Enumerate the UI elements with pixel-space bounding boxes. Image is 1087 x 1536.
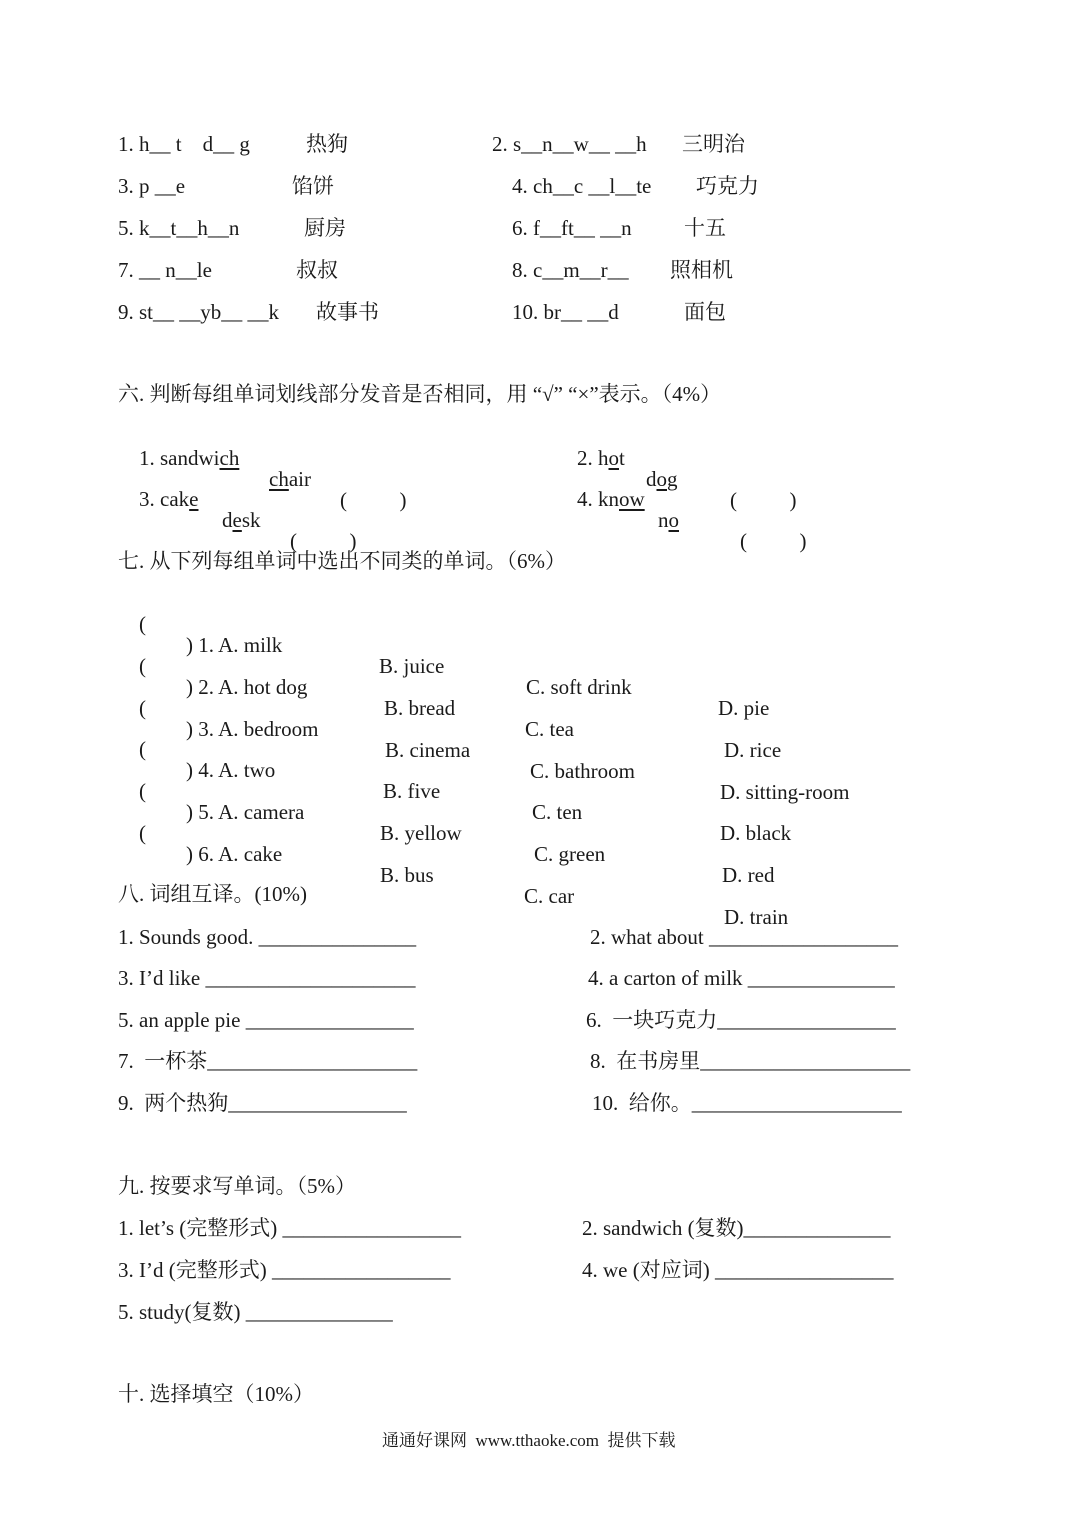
answer-blank[interactable]: ( ): [340, 488, 407, 512]
choice-row-2: ( ) 2. A. hot dog B. bread C. tea D. rice: [139, 654, 782, 762]
translation-item-7: 7. 一杯茶____________________: [118, 1049, 418, 1073]
answer-blank[interactable]: ( ): [740, 529, 807, 553]
section-6-title: 六. 判断每组单词划线部分发音是否相同，用 “√” “×”表示。（4%）: [118, 382, 722, 406]
translation-item-3: 3. I’d like ____________________: [118, 966, 416, 990]
translation-item-6: 6. 一块巧克力_________________: [586, 1008, 896, 1032]
answer-blank[interactable]: (: [139, 737, 146, 761]
pronunciation-item-1: 1. sandwich chair ( ): [139, 446, 407, 512]
spelling-item-9: 9. st__ __yb__ __k 故事书: [118, 300, 379, 324]
translation-item-5: 5. an apple pie ________________: [118, 1008, 414, 1032]
translation-item-2: 2. what about __________________: [590, 925, 898, 949]
answer-blank[interactable]: (: [139, 821, 146, 845]
choice-row-3: ( ) 3. A. bedroom B. cinema C. bathroom D. sitting-room: [139, 696, 850, 804]
word-form-item-3: 3. I’d (完整形式) _________________: [118, 1258, 451, 1282]
word-form-item-2: 2. sandwich (复数)______________: [582, 1216, 891, 1240]
spelling-item-7: 7. __ n__le 叔叔: [118, 258, 338, 282]
choice-row-5: ( ) 5. A. camera B. yellow C. green D. red: [139, 779, 775, 887]
answer-blank[interactable]: ( ): [290, 529, 357, 553]
section-9-title: 九. 按要求写单词。（5%）: [118, 1174, 356, 1198]
section-7-title: 七. 从下列每组单词中选出不同类的单词。（6%）: [118, 549, 566, 573]
word-form-item-1: 1. let’s (完整形式) _________________: [118, 1216, 461, 1240]
choice-row-6: ( ) 6. A. cake B. bus C. car D. train: [139, 821, 789, 929]
pronunciation-item-3: 3. cake desk ( ): [139, 487, 357, 553]
spelling-item-1: 1. h__ t d__ g 热狗: [118, 132, 348, 156]
answer-blank[interactable]: ( ): [730, 488, 797, 512]
translation-item-4: 4. a carton of milk ______________: [588, 966, 895, 990]
section-10-title: 十. 选择填空（10%）: [118, 1382, 314, 1406]
spelling-item-4: 4. ch__c __l__te 巧克力: [512, 174, 759, 198]
page-footer: 通通好课网 www.tthaoke.com 提供下载: [382, 1431, 676, 1450]
word-form-item-5: 5. study(复数) ______________: [118, 1300, 393, 1324]
answer-blank[interactable]: (: [139, 654, 146, 678]
spelling-item-2: 2. s__n__w__ __h 三明治: [492, 132, 745, 156]
translation-item-10: 10. 给你。____________________: [592, 1091, 902, 1115]
translation-item-9: 9. 两个热狗_________________: [118, 1091, 407, 1115]
answer-blank[interactable]: (: [139, 779, 146, 803]
spelling-item-6: 6. f__ft__ __n 十五: [512, 216, 726, 240]
word-form-item-4: 4. we (对应词) _________________: [582, 1258, 894, 1282]
answer-blank[interactable]: (: [139, 696, 146, 720]
answer-blank[interactable]: (: [139, 612, 146, 636]
translation-item-8: 8. 在书房里____________________: [590, 1049, 911, 1073]
translation-item-1: 1. Sounds good. _______________: [118, 925, 417, 949]
spelling-item-8: 8. c__m__r__ 照相机: [512, 258, 733, 282]
choice-row-4: ( ) 4. A. two B. five C. ten D. black: [139, 737, 792, 845]
pronunciation-item-4: 4. know no ( ): [577, 487, 807, 553]
pronunciation-item-2: 2. hot dog ( ): [577, 446, 797, 512]
choice-row-1: ( ) 1. A. milk B. juice C. soft drink D. pie: [139, 612, 770, 720]
spelling-item-10: 10. br__ __d 面包: [512, 300, 726, 324]
spelling-item-5: 5. k__t__h__n 厨房: [118, 216, 346, 240]
spelling-item-3: 3. p __e 馅饼: [118, 174, 334, 198]
section-8-title: 八. 词组互译。(10%): [118, 882, 307, 906]
